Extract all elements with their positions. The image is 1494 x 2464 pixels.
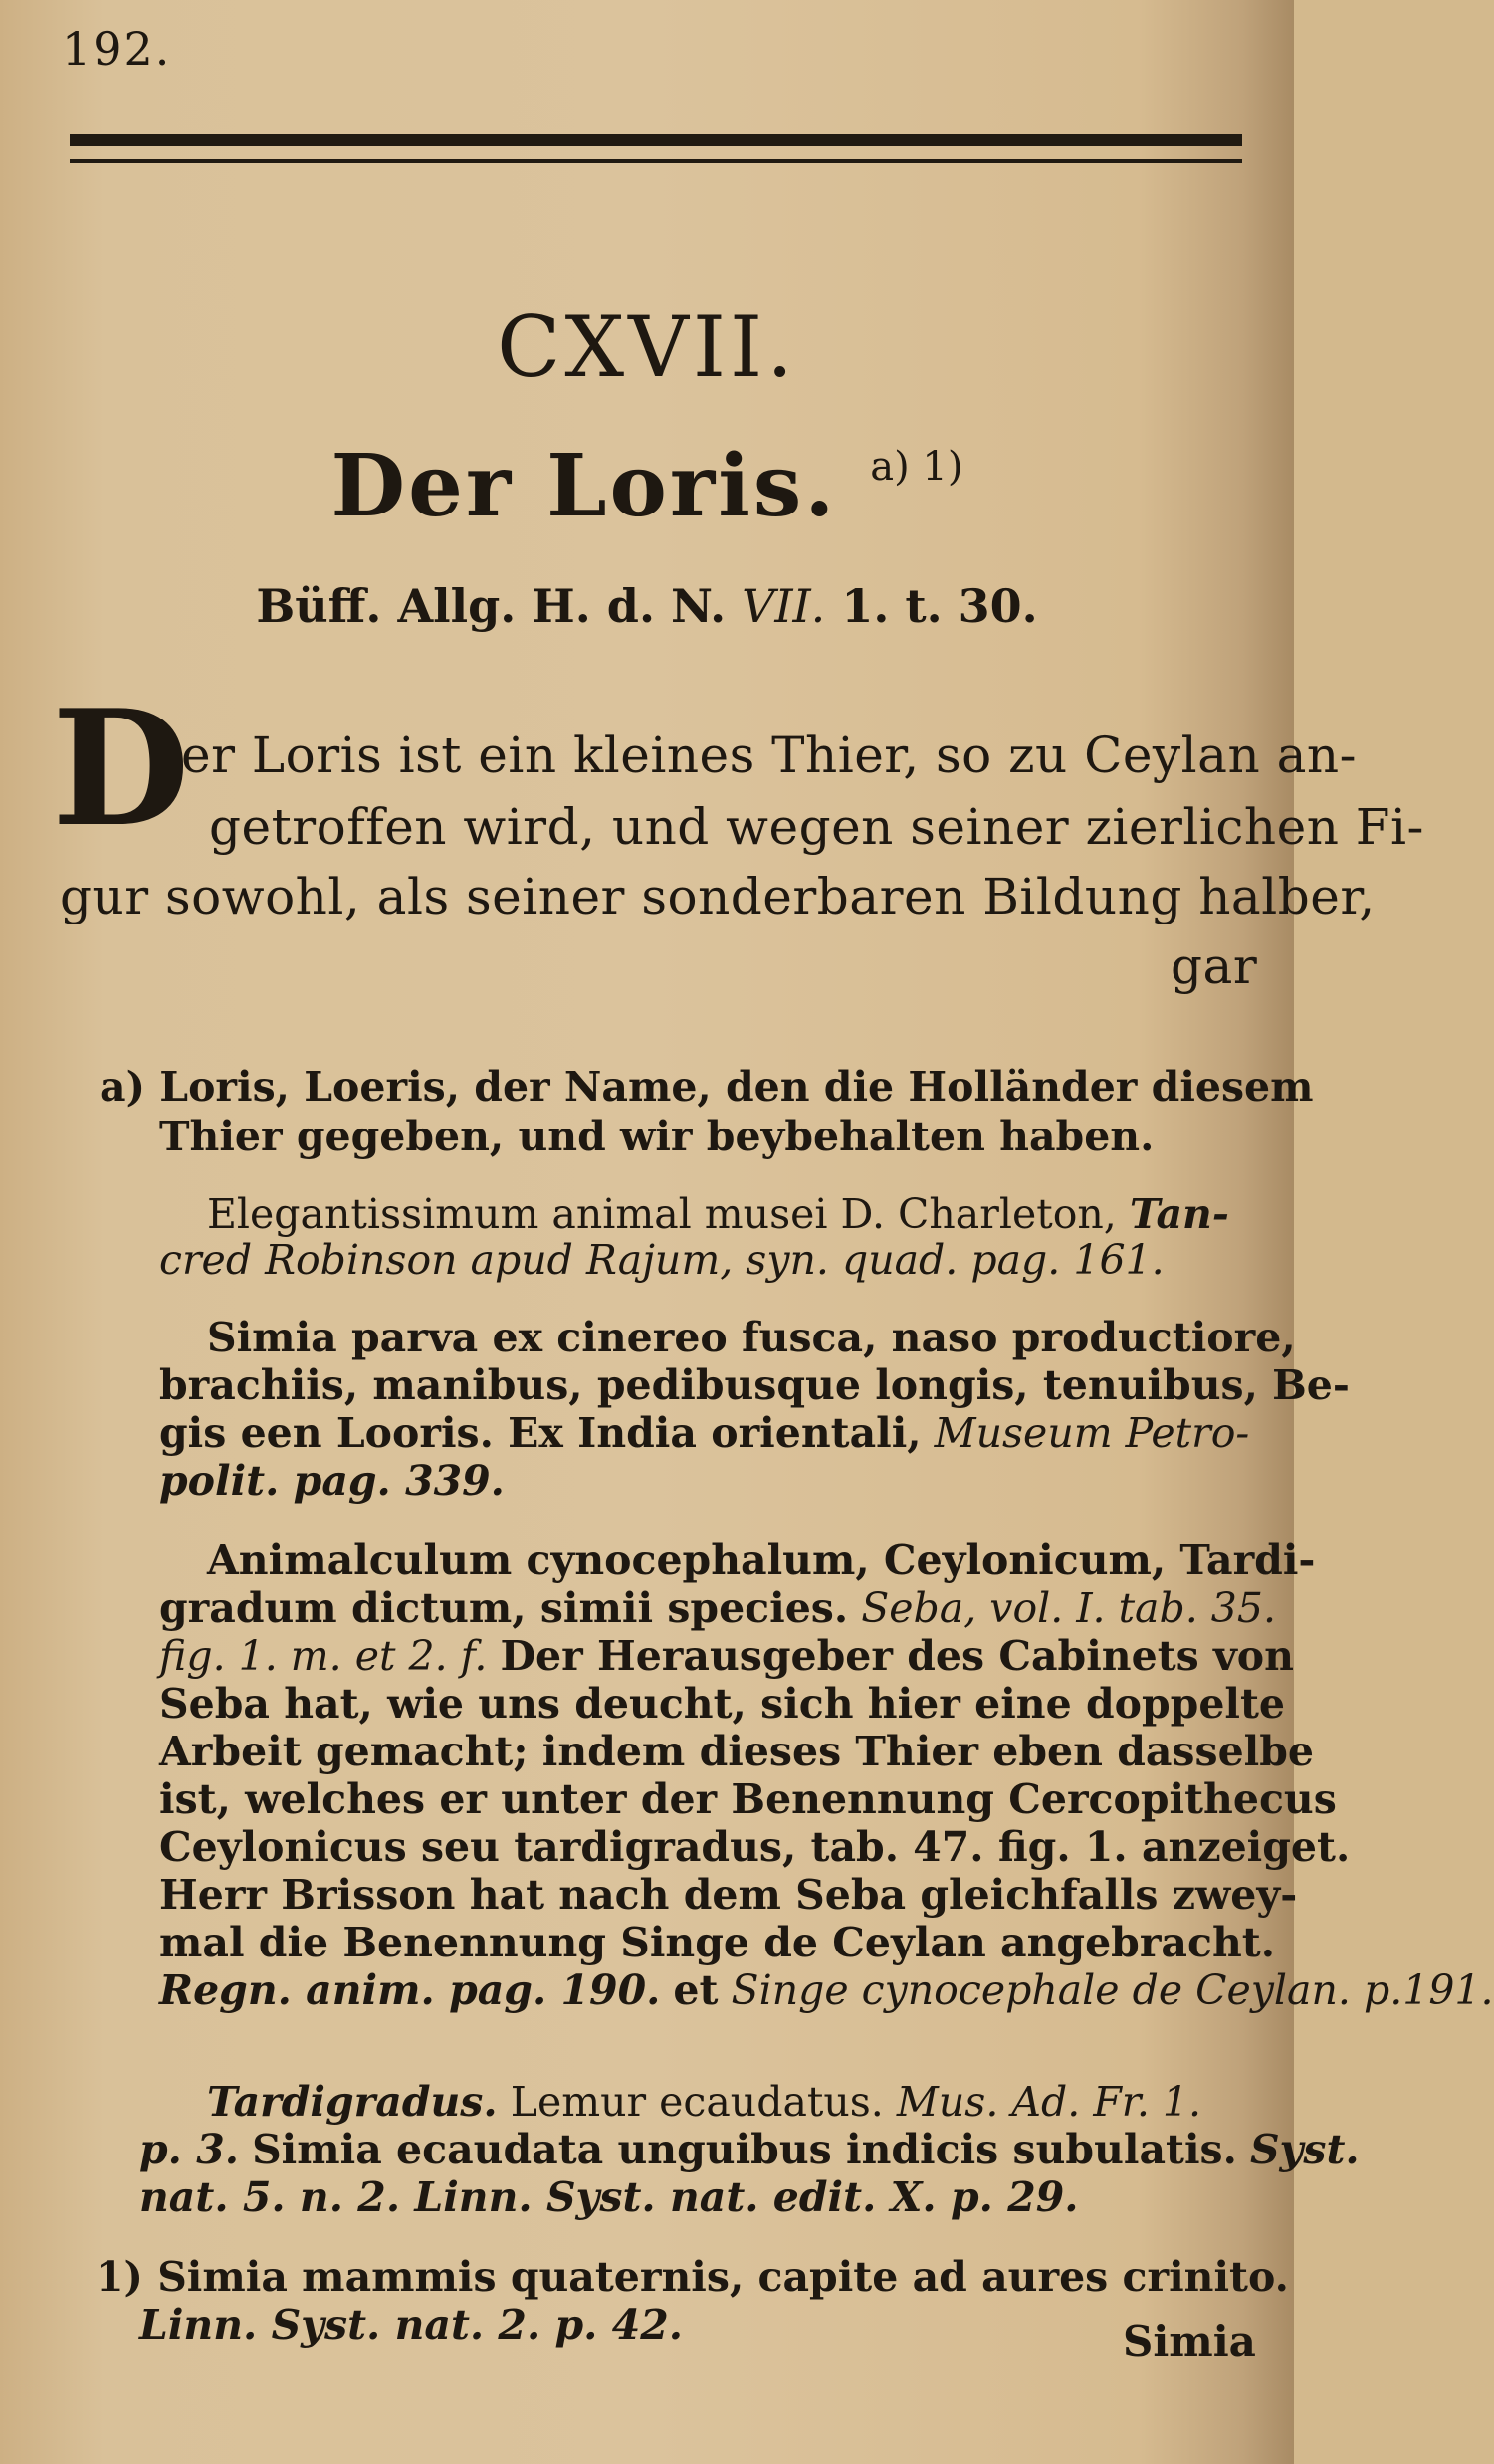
- reference-suffix: 1. t. 30.: [841, 579, 1038, 633]
- body-line: gur sowohl, als seiner sonderbaren Bildung halber,: [60, 868, 1376, 925]
- footnote-a-p3-line: Seba hat, wie uns deucht, sich hier eine doppelte: [159, 1680, 1286, 1728]
- footnote-a-p3-line: [159, 1966, 1494, 2014]
- title-footnote-markers: a) 1): [870, 444, 963, 490]
- footnote-a-p2-line: [159, 1409, 1249, 1457]
- footnote-italic: Mus. Ad. Fr. 1.: [896, 2078, 1202, 2126]
- header-rule-thick: [70, 134, 1242, 146]
- footnote-italic: Syst.: [1249, 2126, 1360, 2173]
- body-line: gar: [1171, 937, 1258, 995]
- footnote-italic: Museum Petro-: [934, 1409, 1250, 1457]
- footnote-italic: Tan-: [1129, 1190, 1229, 1238]
- chapter-title: [0, 436, 1294, 536]
- footnote-a-p3-line: Arbeit gemacht; indem dieses Thier eben dasselbe: [159, 1728, 1315, 1775]
- drop-cap: D: [52, 675, 190, 862]
- footnote-text: Elegantissimum animal musei D. Charleton,: [207, 1190, 1117, 1238]
- footnote-a-p3-line: ist, welches er unter der Benennung Cercopithecus: [159, 1775, 1337, 1823]
- footnote-a-p4-line: nat. 5. n. 2. Linn. Syst. nat. edit. X. p. 29.: [139, 2173, 1079, 2221]
- page-number: 192.: [62, 22, 172, 76]
- chapter-title-text: Der Loris.: [330, 436, 838, 536]
- footnote-text: gradum dictum, simii species.: [159, 1584, 849, 1632]
- reference-line: [0, 579, 1294, 633]
- body-line: er Loris ist ein kleines Thier, so zu Ceylan an-: [181, 726, 1357, 784]
- footnote-a-p2-line: brachiis, manibus, pedibusque longis, tenuibus, Be-: [159, 1361, 1350, 1409]
- chapter-number: CXVII.: [497, 299, 797, 396]
- footnote-a-p1-line: [207, 1190, 1229, 1238]
- footnote-italic: Singe cynocephale de Ceylan. p.191.: [731, 1966, 1494, 2014]
- footnote-text: Simia ecaudata unguibus indicis subulatis.: [252, 2126, 1237, 2173]
- footnote-a-p2-line: Simia parva ex cinereo fusca, naso productiore,: [207, 1314, 1296, 1361]
- footnote-text: Der Herausgeber des Cabinets von: [500, 1632, 1294, 1680]
- footnote-text: Lemur ecaudatus.: [510, 2078, 884, 2126]
- header-rule-thin: [70, 159, 1242, 163]
- footnote-a-p2-line: polit. pag. 339.: [159, 1457, 505, 1505]
- footnote-a-p4-line: [207, 2078, 1201, 2126]
- footnote-italic: Regn. anim. pag. 190.: [159, 1966, 661, 2014]
- footnote-a-p1-line: cred Robinson apud Rajum, syn. quad. pag. 161.: [159, 1236, 1165, 1284]
- reference-prefix: Büff. Allg. H. d. N.: [256, 579, 727, 633]
- reference-volume: VII.: [742, 579, 826, 633]
- footnote-text: et: [673, 1966, 719, 2014]
- footnote-a-p3-line: [159, 1632, 1294, 1680]
- footnote-italic: Seba, vol. I. tab. 35.: [861, 1584, 1277, 1632]
- footnote-text: gis een Looris. Ex India orientali,: [159, 1409, 922, 1457]
- body-line: getroffen wird, und wegen seiner zierlichen Fi-: [209, 798, 1424, 856]
- footnote-italic: Tardigradus.: [207, 2078, 498, 2126]
- footnote-a-p3-line: mal die Benennung Singe de Ceylan angebracht.: [159, 1919, 1275, 1966]
- footnote-a-line: a) Loris, Loeris, der Name, den die Holländer diesem: [100, 1063, 1314, 1111]
- footnote-a-p3-line: [159, 1584, 1276, 1632]
- footnote-a-line: Thier gegeben, und wir beybehalten haben.: [159, 1113, 1155, 1160]
- footnote-1-line: 1) Simia mammis quaternis, capite ad aures crinito.: [96, 2253, 1289, 2301]
- footnote-a-p3-line: Animalculum cynocephalum, Ceylonicum, Tardi-: [207, 1537, 1316, 1584]
- footnote-italic: fig. 1. m. et 2. f.: [159, 1632, 488, 1680]
- footnote-a-p3-line: Herr Brisson hat nach dem Seba gleichfalls zwey-: [159, 1871, 1298, 1919]
- footnote-a-p4-line: [139, 2126, 1360, 2173]
- catchword: Simia: [1123, 2317, 1256, 2365]
- footnote-1-line: Linn. Syst. nat. 2. p. 42.: [139, 2301, 684, 2349]
- footnote-a-p3-line: Ceylonicus seu tardigradus, tab. 47. fig. 1. anzeiget.: [159, 1823, 1351, 1871]
- footnote-italic: p. 3.: [139, 2126, 240, 2173]
